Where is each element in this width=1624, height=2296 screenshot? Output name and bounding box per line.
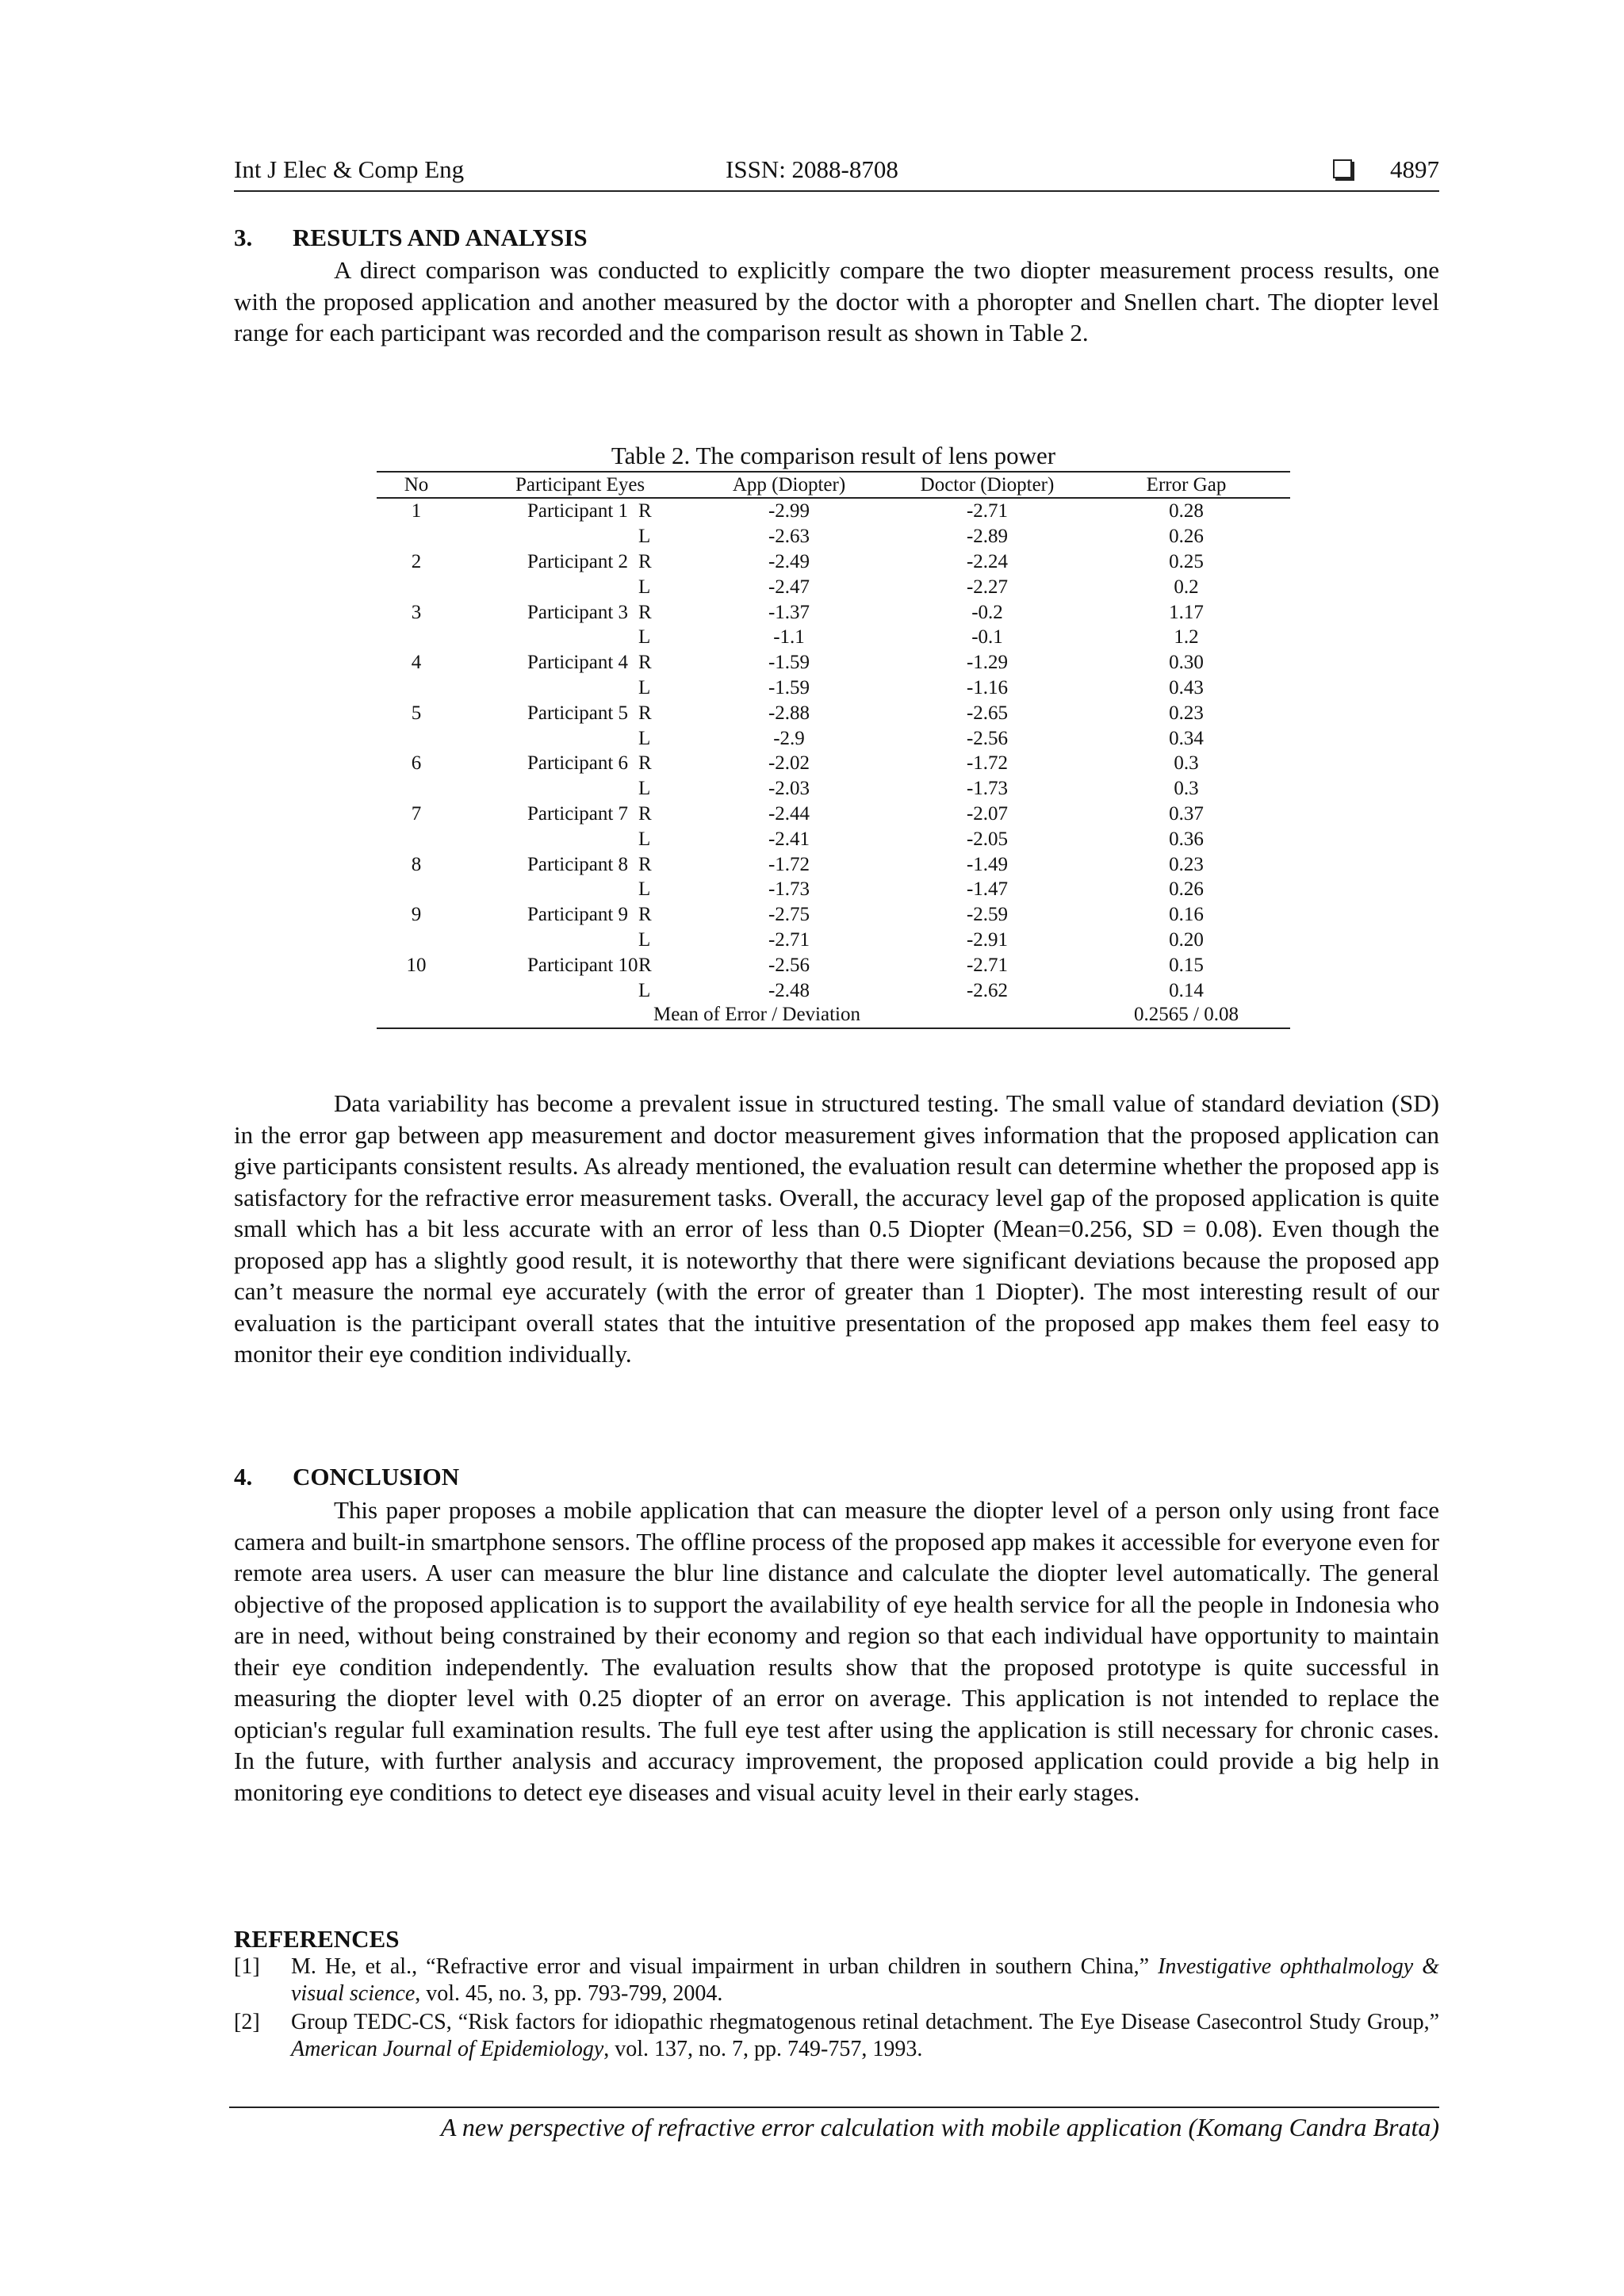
row-error-gap: 0.2 — [1174, 576, 1199, 598]
row-error-gap: 0.20 — [1169, 928, 1204, 951]
row-participant — [456, 675, 638, 701]
row-participant — [456, 826, 638, 851]
mean-label: Mean of Error / Deviation — [377, 1003, 892, 1028]
row-eye: L — [638, 676, 651, 698]
row-error-gap: 0.3 — [1174, 752, 1199, 775]
row-app: -1.72 — [768, 853, 810, 875]
row-participant: Participant 1 — [527, 500, 629, 522]
row-doctor: -1.47 — [966, 878, 1009, 901]
reference-tag: [1] — [234, 1954, 260, 1979]
section-4-heading — [234, 1463, 459, 1491]
row-participant: Participant 5 — [527, 702, 629, 724]
table-row — [377, 625, 1290, 650]
row-participant: Participant 4 — [527, 652, 629, 674]
row-error-gap: 0.16 — [1169, 904, 1204, 926]
row-no: 6 — [411, 752, 422, 775]
row-app: -1.59 — [768, 652, 810, 674]
row-eye: R — [638, 954, 652, 976]
row-error-gap: 1.17 — [1169, 601, 1204, 623]
row-eye: L — [638, 878, 651, 901]
row-no: 9 — [411, 904, 422, 926]
row-participant: Participant 3 — [527, 601, 629, 623]
row-error-gap: 0.25 — [1169, 550, 1204, 572]
row-participant — [456, 928, 638, 953]
row-participant: Participant 6 — [527, 752, 629, 775]
row-eye: L — [638, 979, 651, 1001]
table-row — [377, 978, 1290, 1003]
row-doctor: -2.59 — [966, 904, 1009, 926]
row-doctor: -2.89 — [966, 526, 1009, 548]
row-eye: R — [638, 752, 652, 775]
table-row — [377, 851, 1290, 877]
row-app: -1.59 — [768, 676, 810, 698]
row-participant — [456, 625, 638, 650]
row-eye: R — [638, 904, 652, 926]
row-doctor: -1.16 — [966, 676, 1009, 698]
table-row — [377, 776, 1290, 802]
table-footer-row — [377, 1003, 1290, 1028]
row-error-gap: 0.34 — [1169, 727, 1204, 749]
section-title: RESULTS AND ANALYSIS — [293, 224, 588, 251]
row-participant — [456, 877, 638, 902]
row-no: 8 — [411, 853, 422, 875]
row-error-gap: 0.23 — [1169, 853, 1204, 875]
page-number-block — [1333, 155, 1439, 184]
row-error-gap: 0.37 — [1169, 802, 1204, 825]
row-app: -1.1 — [773, 626, 805, 649]
row-app: -2.03 — [768, 778, 810, 800]
running-footer: A new perspective of refractive error calculation with mobile application (Komang Candra Brata) — [229, 2107, 1439, 2142]
table-row — [377, 549, 1290, 575]
running-header — [234, 155, 1439, 192]
row-error-gap: 0.28 — [1169, 500, 1204, 522]
table-row — [377, 826, 1290, 851]
journal-name: Int J Elec & Comp Eng — [234, 155, 465, 183]
header-doctor: Doctor (Diopter) — [892, 472, 1082, 498]
table-row — [377, 498, 1290, 524]
row-eye: L — [638, 526, 651, 548]
section-number: 4. — [234, 1463, 253, 1490]
row-app: -2.48 — [768, 979, 810, 1001]
row-app: -2.41 — [768, 828, 810, 850]
section-number: 3. — [234, 224, 253, 251]
row-doctor: -0.2 — [971, 601, 1003, 623]
row-eye: R — [638, 853, 652, 875]
row-participant: Participant 2 — [527, 550, 629, 572]
references-title: REFERENCES — [234, 1925, 400, 1953]
row-no: 3 — [411, 601, 422, 623]
row-no — [377, 877, 456, 902]
row-doctor: -2.24 — [966, 550, 1009, 572]
row-eye: L — [638, 928, 651, 951]
issn: ISSN: 2088-8708 — [726, 155, 898, 183]
discussion-paragraph: Data variability has become a prevalent issue in structured testing. The small value of standard deviation (SD) in the error gap between app measurement and doctor measurement gives information that the proposed application can give participants consistent results. As already mentioned, the evaluation result can determine whether the proposed app is satisfactory for the refractive error measurement tasks. Overall, the accuracy level gap of the proposed application is quite small which has a bit less accurate with an error of less than 0.5 Diopter (Mean=0.256, SD = 0.08). Even though the proposed app has a slightly good result, it is noteworthy that there were significant deviations because the proposed app can’t measure the normal eye accurately (with the error of greater than 1 Diopter). The most interesting result of our evaluation is the participant overall states that the intuitive presentation of the proposed app makes them feel easy to monitor their eye condition individually. — [234, 1089, 1439, 1368]
table-row — [377, 802, 1290, 827]
header-participant-eyes: Participant Eyes — [456, 472, 686, 498]
page-number: 4897 — [1390, 155, 1439, 183]
row-app: -2.02 — [768, 752, 810, 775]
row-error-gap: 0.23 — [1169, 702, 1204, 724]
row-app: -2.71 — [768, 928, 810, 951]
row-eye: L — [638, 727, 651, 749]
row-participant — [456, 725, 638, 751]
table-row — [377, 725, 1290, 751]
row-error-gap: 0.26 — [1169, 878, 1204, 901]
reference-journal: American Journal of Epidemiology — [291, 2037, 604, 2061]
table-caption: Table 2. The comparison result of lens power — [611, 442, 1056, 469]
row-no — [377, 978, 456, 1003]
row-error-gap: 1.2 — [1174, 626, 1199, 649]
row-error-gap: 0.3 — [1174, 778, 1199, 800]
row-no: 2 — [411, 550, 422, 572]
row-app: -2.56 — [768, 954, 810, 976]
table-row — [377, 599, 1290, 625]
row-doctor: -2.71 — [966, 954, 1009, 976]
row-no: 1 — [411, 500, 422, 522]
row-participant: Participant 10 — [527, 954, 638, 976]
row-participant: Participant 7 — [527, 802, 629, 825]
references — [234, 1925, 1439, 2064]
row-no: 5 — [411, 702, 422, 724]
row-doctor: -2.71 — [966, 500, 1009, 522]
reference-journal: Investigative ophthalmology & visual science — [291, 1954, 1439, 2006]
table-row — [377, 751, 1290, 776]
row-eye: L — [638, 576, 651, 598]
row-doctor: -1.29 — [966, 652, 1009, 674]
table-row — [377, 952, 1290, 978]
row-error-gap: 0.14 — [1169, 979, 1204, 1001]
reference-item: [2] Group TEDC-CS, “Risk factors for idiopathic rhegmatogenous retinal detachment. The Eye Disease Casecontrol Study Group,” American Journal of Epidemiology, vol. 137, no. 7, pp. 749-757, 1993. — [234, 2010, 1439, 2061]
row-app: -2.88 — [768, 702, 810, 724]
row-participant — [456, 776, 638, 802]
row-app: -2.49 — [768, 550, 810, 572]
row-doctor: -2.07 — [966, 802, 1009, 825]
mean-value: 0.2565 / 0.08 — [1082, 1003, 1290, 1028]
row-app: -2.99 — [768, 500, 810, 522]
row-doctor: -0.1 — [971, 626, 1003, 649]
row-error-gap: 0.15 — [1169, 954, 1204, 976]
row-doctor: -2.56 — [966, 727, 1009, 749]
row-eye: R — [638, 550, 652, 572]
row-no — [377, 675, 456, 701]
row-doctor: -2.91 — [966, 928, 1009, 951]
row-app: -1.73 — [768, 878, 810, 901]
row-no — [377, 725, 456, 751]
row-eye: R — [638, 652, 652, 674]
row-app: -2.63 — [768, 526, 810, 548]
row-participant: Participant 9 — [527, 904, 629, 926]
reference-item: [1] M. He, et al., “Refractive error and visual impairment in urban children in southern China,” Investigative ophthalmology & visual science, vol. 45, no. 3, pp. 793-799, 2004. — [234, 1954, 1439, 2006]
table-row — [377, 650, 1290, 675]
row-doctor: -2.65 — [966, 702, 1009, 724]
row-app: -1.37 — [768, 601, 810, 623]
row-doctor: -1.73 — [966, 778, 1009, 800]
row-no — [377, 776, 456, 802]
row-participant: Participant 8 — [527, 853, 629, 875]
row-no: 7 — [411, 802, 422, 825]
row-eye: R — [638, 601, 652, 623]
row-error-gap: 0.30 — [1169, 652, 1204, 674]
row-eye: R — [638, 802, 652, 825]
section-3-heading — [234, 224, 588, 252]
table-row — [377, 877, 1290, 902]
row-no: 10 — [406, 954, 427, 976]
row-app: -2.75 — [768, 904, 810, 926]
row-app: -2.44 — [768, 802, 810, 825]
table-row — [377, 524, 1290, 549]
row-doctor: -2.62 — [966, 979, 1009, 1001]
row-doctor: -2.27 — [966, 576, 1009, 598]
square-bullet-icon — [1333, 159, 1352, 178]
row-eye: R — [638, 500, 652, 522]
header-app: App (Diopter) — [686, 472, 892, 498]
table-2 — [377, 441, 1290, 1029]
row-doctor: -2.05 — [966, 828, 1009, 850]
row-eye: L — [638, 828, 651, 850]
row-no — [377, 928, 456, 953]
results-paragraph: A direct comparison was conducted to explicitly compare the two diopter measurement process results, one with the proposed application and another measured by the doctor with a phoropter and Snellen chart. The diopter level range for each participant was recorded and the comparison result as shown in Table 2. — [234, 256, 1439, 346]
table-row — [377, 675, 1290, 701]
row-app: -2.9 — [773, 727, 805, 749]
table-row — [377, 928, 1290, 953]
row-no — [377, 826, 456, 851]
header-no: No — [377, 472, 456, 498]
table-row — [377, 902, 1290, 928]
row-no — [377, 625, 456, 650]
row-no — [377, 524, 456, 549]
table-row — [377, 574, 1290, 599]
row-no — [377, 574, 456, 599]
row-app: -2.47 — [768, 576, 810, 598]
row-participant — [456, 978, 638, 1003]
row-no: 4 — [411, 652, 422, 674]
section-title: CONCLUSION — [293, 1463, 460, 1490]
row-doctor: -1.49 — [966, 853, 1009, 875]
row-eye: L — [638, 778, 651, 800]
header-error-gap: Error Gap — [1082, 472, 1290, 498]
row-eye: L — [638, 626, 651, 649]
row-participant — [456, 574, 638, 599]
row-error-gap: 0.36 — [1169, 828, 1204, 850]
row-error-gap: 0.43 — [1169, 676, 1204, 698]
comparison-table — [377, 471, 1290, 1029]
conclusion-paragraph: This paper proposes a mobile application that can measure the diopter level of a person only using front face camera and built-in smartphone sensors. The offline process of the proposed app makes it accessible for everyone even for remote area users. A user can measure the blur line distance and calculate the diopter level automatically. The general objective of the proposed application is to support the availability of eye health service for all the people in Indonesia who are in need, without being constrained by their economy and region so that each individual have opportunity to maintain their eye condition independently. The evaluation results show that the proposed prototype is quite successful in measuring the diopter level with 0.25 diopter of an error on average. This application is not intended to replace the optician's regular full examination results. The full eye test after using the application is still necessary for chronic cases. In the future, with further analysis and accuracy improvement, the proposed application could provide a big help in monitoring eye conditions to detect eye diseases and visual acuity level in their early stages. — [234, 1496, 1439, 1806]
row-eye: R — [638, 702, 652, 724]
table-row — [377, 700, 1290, 725]
table-header-row — [377, 472, 1290, 498]
row-error-gap: 0.26 — [1169, 526, 1204, 548]
reference-tag: [2] — [234, 2010, 260, 2034]
row-doctor: -1.72 — [966, 752, 1009, 775]
row-participant — [456, 524, 638, 549]
